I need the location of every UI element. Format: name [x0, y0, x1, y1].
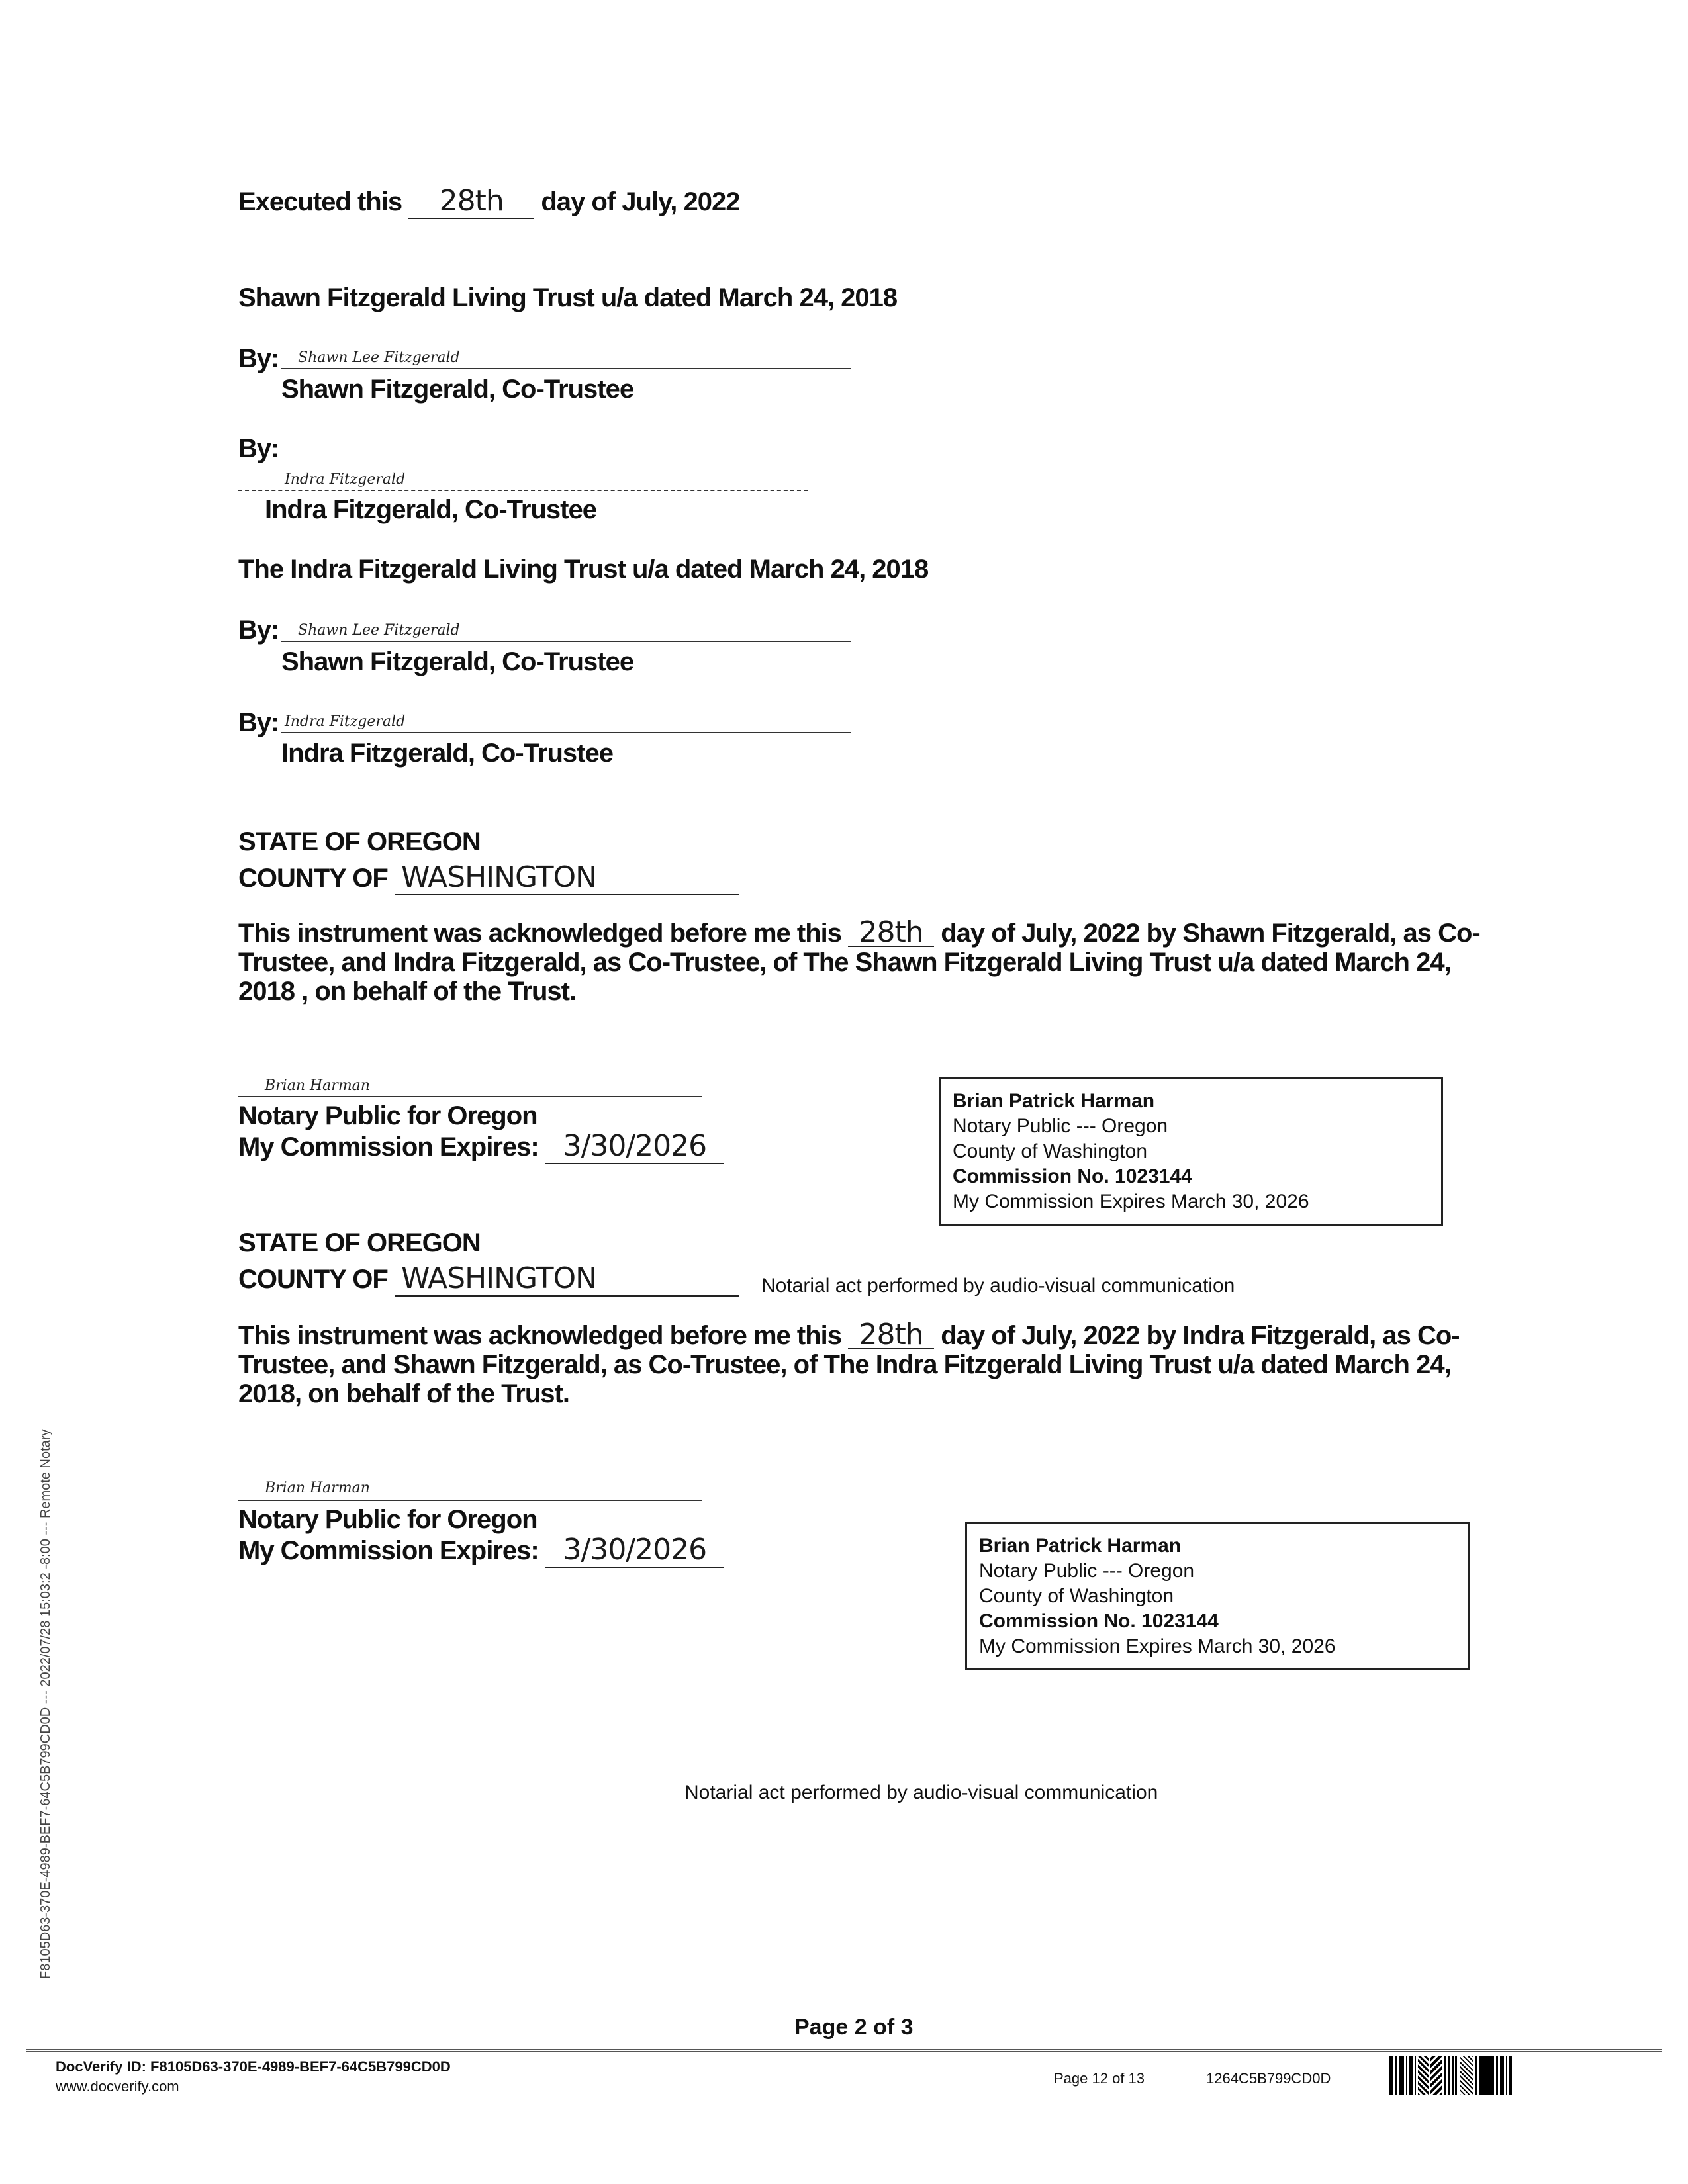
stamp-line3: County of Washington [953, 1140, 1148, 1162]
ack2-county: WASHINGTON [395, 1261, 739, 1297]
stamp-expires: My Commission Expires March 30, 2026 [979, 1635, 1336, 1657]
trust2-signature-1: Shawn Lee Fitzgerald [298, 622, 460, 639]
signature-line [238, 1096, 702, 1097]
trust2-title: The Indra Fitzgerald Living Trust u/a dated March 24, 2018 [238, 555, 929, 584]
notary-stamp-1 [939, 1077, 1443, 1226]
trust1-signer-name-2: Indra Fitzgerald, Co-Trustee [265, 495, 596, 524]
footer-url: www.docverify.com [56, 2078, 179, 2095]
ack2-remote-note: Notarial act performed by audio-visual communication [761, 1275, 1235, 1297]
executed-suffix: day of July, 2022 [541, 187, 740, 216]
signature-line [238, 490, 808, 491]
stamp-line2: Notary Public --- Oregon [979, 1560, 1195, 1582]
signature-line [281, 368, 851, 369]
stamp-name: Brian Patrick Harman [953, 1090, 1155, 1112]
trust2-by-2: By: [238, 708, 279, 737]
trust1-by-2: By: [238, 434, 279, 463]
trust1-title: Shawn Fitzgerald Living Trust u/a dated March 24, 2018 [238, 283, 898, 312]
footer-docverify-id: DocVerify ID: F8105D63-370E-4989-BEF7-64C5B799CD0D [56, 2058, 451, 2075]
ack1-county-label: COUNTY OF [238, 864, 388, 893]
ack1-state: STATE OF OREGON [238, 827, 481, 856]
signature-line [281, 641, 851, 642]
stamp-line2: Notary Public --- Oregon [953, 1115, 1168, 1137]
ack2-county-line [238, 1261, 739, 1297]
ack2-day: 28th [848, 1322, 934, 1349]
trust2-signer-name-1: Shawn Fitzgerald, Co-Trustee [281, 647, 634, 676]
trust2-signer-name-2: Indra Fitzgerald, Co-Trustee [281, 739, 613, 768]
ack2-text-after: day of July, 2022 by Indra Fitzgerald, as Co-Trustee, and Shawn Fitzgerald, as Co-Trustee, of The Indra Fitzgerald Living Trust u/a dated March 24, 2018, on behalf of the Trust. [238, 1321, 1460, 1408]
side-verification-text: F8105D63-370E-4989-BEF7-64C5B799CD0D --- 2022/07/28 15:03:2 -8:00 --- Remote Notary [38, 1429, 53, 1979]
signature-line [281, 732, 851, 733]
trust1-signer-name-1: Shawn Fitzgerald, Co-Trustee [281, 375, 634, 404]
trust1-signature-2: Indra Fitzgerald [285, 471, 406, 488]
trust2-by-1: By: [238, 615, 279, 645]
trust1-signature-1: Shawn Lee Fitzgerald [298, 349, 460, 366]
ack1-expires: 3/30/2026 [545, 1129, 724, 1164]
stamp-expires: My Commission Expires March 30, 2026 [953, 1191, 1309, 1212]
ack2-paragraph [238, 1318, 1483, 1408]
ack1-text-after: day of July, 2022 by Shawn Fitzgerald, as Co-Trustee, and Indra Fitzgerald, as Co-Trustee, of The Shawn Fitzgerald Living Trust u/a dated March 24, 2018 , on behalf of the Trust. [238, 919, 1480, 1006]
ack1-notary-signature: Brian Harman [265, 1077, 370, 1094]
ack1-county: WASHINGTON [395, 860, 739, 895]
executed-line [238, 184, 740, 219]
ack1-expires-line [238, 1129, 724, 1164]
ack2-state: STATE OF OREGON [238, 1228, 481, 1257]
stamp-line3: County of Washington [979, 1585, 1174, 1607]
ack2-expires: 3/30/2026 [545, 1533, 724, 1568]
trust1-by-1: By: [238, 344, 279, 373]
ack2-expires-line [238, 1533, 724, 1568]
ack2-expires-label: My Commission Expires: [238, 1536, 539, 1565]
ack1-paragraph [238, 915, 1483, 1006]
footer-code: 1264C5B799CD0D [1206, 2070, 1331, 2087]
barcode-icon [1389, 2056, 1512, 2095]
ack1-text-before: This instrument was acknowledged before me this [238, 919, 841, 948]
footer-divider [26, 2049, 1662, 2052]
ack1-county-line [238, 860, 739, 895]
bottom-remote-note: Notarial act performed by audio-visual communication [684, 1782, 1158, 1803]
stamp-commission: Commission No. 1023144 [979, 1610, 1219, 1632]
signature-line [238, 1500, 702, 1501]
footer-page: Page 12 of 13 [1054, 2070, 1145, 2087]
ack1-notary-label: Notary Public for Oregon [238, 1101, 538, 1130]
ack2-notary-label: Notary Public for Oregon [238, 1505, 538, 1534]
notary-stamp-2 [965, 1522, 1470, 1670]
ack2-county-label: COUNTY OF [238, 1265, 388, 1294]
executed-day: 28th [408, 184, 534, 219]
trust2-signature-2: Indra Fitzgerald [285, 713, 406, 730]
ack2-text-before: This instrument was acknowledged before me this [238, 1321, 841, 1350]
ack2-notary-signature: Brian Harman [265, 1480, 370, 1496]
stamp-name: Brian Patrick Harman [979, 1535, 1182, 1557]
executed-prefix: Executed this [238, 187, 402, 216]
ack1-expires-label: My Commission Expires: [238, 1132, 539, 1161]
ack1-day: 28th [848, 919, 934, 947]
stamp-commission: Commission No. 1023144 [953, 1165, 1192, 1187]
page-label: Page 2 of 3 [794, 2015, 914, 2040]
